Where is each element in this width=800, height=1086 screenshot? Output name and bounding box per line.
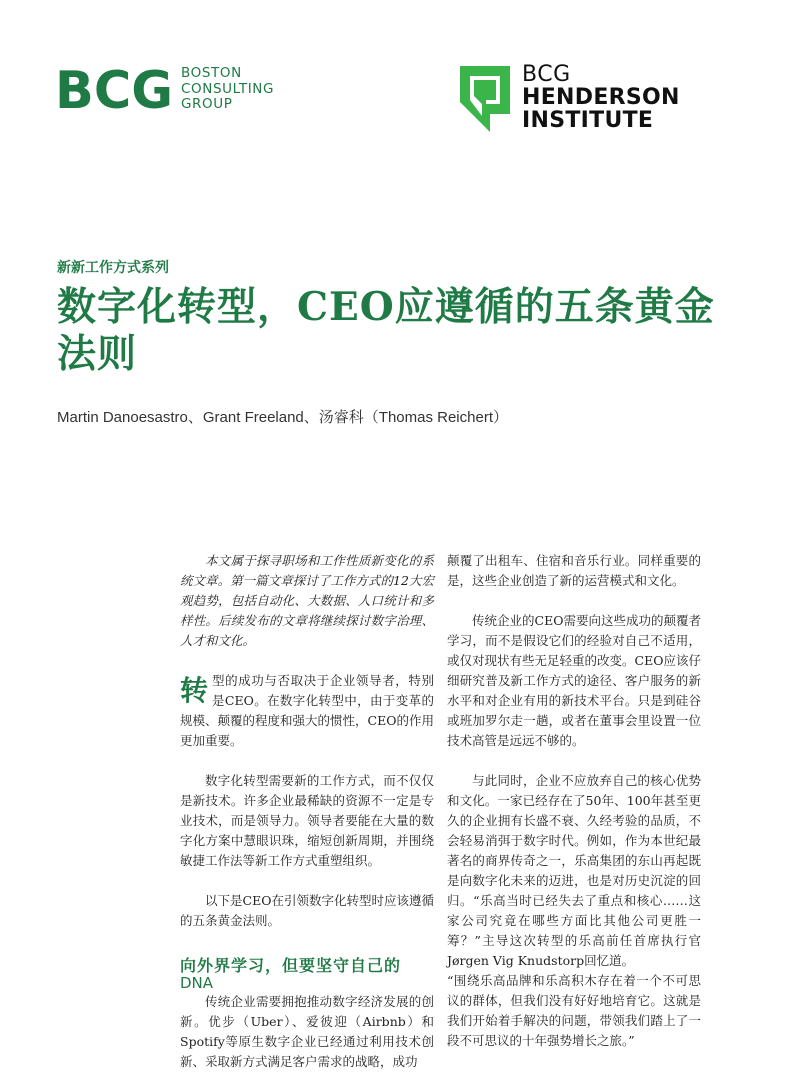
article-title: 数字化转型，CEO应遵循的五条黄金法则 — [57, 284, 715, 377]
henderson-logo-mark-icon — [460, 66, 510, 132]
paragraph-1-text: 型的成功与否取决于企业领导者，特别是CEO。在数字化转型中，由于变革的规模、颠覆的程度和强大的惯性，CEO的作用更加重要。 — [180, 673, 434, 748]
bcg-logo-line-3: GROUP — [181, 96, 233, 112]
bcg-logo-mark — [55, 64, 175, 112]
paragraph-4: 传统企业需要拥抱推动数字经济发展的创新。优步（Uber）、爱彼迎（Airbnb）和Spotify等原生数字企业已经通过利用技术创新、采取新方式满足客户需求的战略，成功 — [180, 994, 434, 1069]
section-heading-dna: DNA — [180, 974, 214, 992]
henderson-logo-line-3: INSTITUTE — [522, 108, 654, 133]
bcg-logo-text — [181, 66, 274, 113]
paragraph-8: “围绕乐高品牌和乐高积木存在着一个不可思议的群体，但我们没有好好地培育它。这就是我们开始着手解决的问题，带领我们踏上了一段不可思议的十年强势增长之旅。” — [447, 973, 701, 1048]
paragraph-6: 传统企业的CEO需要向这些成功的颠覆者学习，而不是假设它们的经验对自己不适用，或仅对现状有些无足轻重的改变。CEO应该仔细研究普及新工作方式的途径、客户服务的新水平和对企业有用的新技术平台。只是到硅谷或班加罗尔走一趟，或者在董事会里设置一位技术高管是远远不够的。 — [447, 613, 701, 748]
paragraph-3: 以下是CEO在引领数字化转型时应该遵循的五条黄金法则。 — [180, 893, 434, 928]
left-column — [180, 551, 434, 1072]
henderson-logo-text — [522, 64, 680, 132]
henderson-logo-line-2: HENDERSON — [522, 85, 680, 110]
intro-paragraph: 本文属于探寻职场和工作性质新变化的系统文章。第一篇文章探讨了工作方式的12大宏观趋势，包括自动化、大数据、人口统计和多样性。后续发布的文章将继续探讨数字治理、人才和文化。 — [180, 553, 434, 648]
right-column — [447, 551, 701, 1051]
paragraph-7: 与此同时，企业不应放弃自己的核心优势和文化。一家已经存在了50年、100年甚至更久的企业拥有长盛不衰、久经考验的品质，不会轻易消弭于数字时代。例如，作为本世纪最著名的商界传奇之一，乐高集团的东山再起既是向数字化未来的迈进，也是对历史沉淀的回归。“乐高当时已经失去了重点和核心……这家公司究竟在哪些方面比其他公司更胜一筹？”主导这次转型的乐高前任首席执行官Jørgen Vig Knudstorp回忆道。 — [447, 773, 701, 968]
henderson-institute-logo — [460, 64, 740, 134]
drop-cap: 转 — [180, 674, 209, 707]
paragraph-5: 颠覆了出租车、住宿和音乐行业。同样重要的是，这些企业创造了新的运营模式和文化。 — [447, 553, 701, 588]
henderson-logo-line-1: BCG — [522, 62, 571, 87]
svg-text:BCG: BCG — [55, 64, 173, 112]
bcg-logo — [55, 64, 285, 114]
article-authors: Martin Danoesastro、Grant Freeland、汤睿科（Thomas Reichert） — [57, 409, 508, 426]
section-heading: 向外界学习，但要坚守自己的 — [180, 956, 402, 975]
paragraph-1 — [180, 671, 434, 751]
bcg-logo-line-2: CONSULTING — [181, 80, 275, 97]
paragraph-2: 数字化转型需要新的工作方式，而不仅仅是新技术。许多企业最稀缺的资源不一定是专业技术，而是领导力。领导者要能在大量的数字化方案中慧眼识珠，缩短创新周期，并围绕敏捷工作法等新工作方式重塑组织。 — [180, 773, 434, 868]
series-label: 新新工作方式系列 — [57, 260, 169, 276]
bcg-logo-line-1: BOSTON — [181, 65, 242, 81]
